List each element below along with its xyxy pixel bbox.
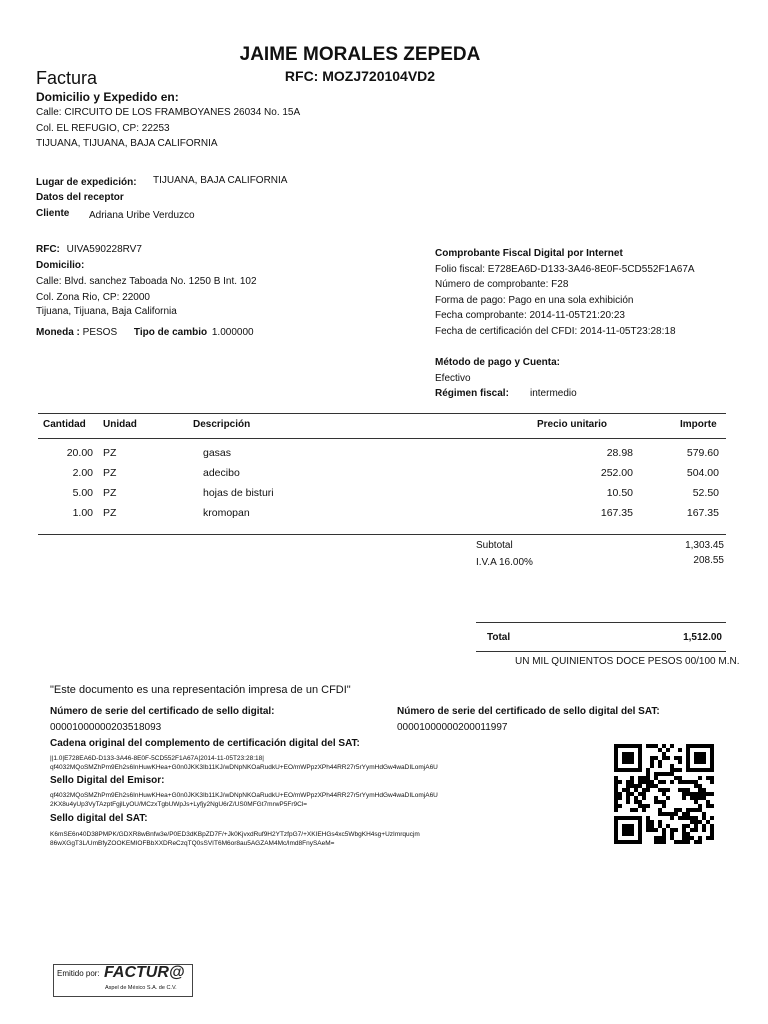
- cell-precio: 252.00: [600, 467, 633, 479]
- cert-sat-value: 00001000000200011997: [397, 722, 508, 733]
- cell-unidad: PZ: [103, 447, 117, 459]
- moneda-label: Moneda :: [36, 327, 80, 338]
- sello-emisor-line1: qf4032MQoSMZhPm9Eh2s6InHuwKHea+G0n0JKK3Ib11KJ/wDNpNKOaRudkU+EO/mWPpzXPh44RR27r5rYymHdGw4waDILomjA6U: [50, 792, 438, 799]
- cell-descripcion: adecibo: [203, 467, 240, 479]
- cert-sat-label: Número de serie del certificado de sello digital del SAT:: [397, 706, 660, 717]
- receptor-rfc-label: RFC:: [36, 244, 60, 255]
- receptor-domicilio-label: Domicilio:: [36, 260, 85, 271]
- cell-unidad: PZ: [103, 467, 117, 479]
- cfdi-heading: Comprobante Fiscal Digital por Internet: [435, 248, 623, 259]
- metodo-pago-heading: Método de pago y Cuenta:: [435, 357, 560, 368]
- cell-cantidad: 20.00: [66, 447, 93, 459]
- cell-importe: 52.50: [692, 487, 719, 499]
- cert-emisor-label: Número de serie del certificado de sello digital:: [50, 706, 275, 717]
- sello-emisor-label: Sello Digital del Emisor:: [50, 775, 165, 786]
- receptor-address-line1: Calle: Blvd. sanchez Taboada No. 1250 B Int. 102: [36, 276, 257, 287]
- iva-label: I.V.A 16.00%: [476, 557, 533, 568]
- col-importe-header: Importe: [680, 419, 717, 430]
- sello-sat-line1: K6mSE6n40D38PMPK/GDXR8wBnfw3e/P0ED3dKBpZD7F/+Jk0KjvxdRuf9H2YTzfpG7/+XKIEHGs4xc5WbgKH4sg+UzImrqucjm: [50, 831, 420, 838]
- regimen-fiscal-label: Régimen fiscal:: [435, 388, 509, 399]
- subtotal-label: Subtotal: [476, 540, 513, 551]
- total-label: Total: [487, 632, 511, 643]
- cell-importe: 579.60: [686, 447, 719, 459]
- receptor-heading: Datos del receptor: [36, 192, 124, 203]
- issuer-rfc-value: MOZJ720104VD2: [322, 68, 436, 84]
- receptor-address-line2: Col. Zona Rio, CP: 22000: [36, 292, 150, 303]
- cell-importe: 504.00: [686, 467, 719, 479]
- cell-cantidad: 2.00: [72, 467, 93, 479]
- total-top-rule: [476, 622, 726, 623]
- cell-precio: 167.35: [600, 507, 633, 519]
- table-row: [38, 463, 726, 483]
- emitido-por-label: Emitido por:: [57, 969, 100, 978]
- cell-unidad: PZ: [103, 507, 117, 519]
- cfdi-numero: Número de comprobante: F28: [435, 279, 569, 290]
- issuer-address-heading: Domicilio y Expedido en:: [36, 90, 179, 104]
- sello-emisor-line2: 2KX8u4yUp3VyTAzptFgjlLyOU/MCzxTgbUWpJs+Lyfjy2NgU6rZ/US0MFGt7mrwP5Fr9Cl=: [50, 801, 308, 808]
- cell-precio: 10.50: [606, 487, 633, 499]
- expedition-value: TIJUANA, BAJA CALIFORNIA: [153, 175, 288, 186]
- cell-cantidad: 1.00: [72, 507, 93, 519]
- cell-importe: 167.35: [686, 507, 719, 519]
- document-type: Factura: [36, 68, 98, 88]
- col-cantidad-header: Cantidad: [43, 419, 86, 430]
- cfdi-fecha-certificacion: Fecha de certificación del CFDI: 2014-11-05T23:28:18: [435, 326, 676, 337]
- table-row: [38, 503, 726, 523]
- col-precio-header: Precio unitario: [537, 419, 608, 430]
- col-descripcion-header: Descripción: [193, 419, 251, 430]
- cell-precio: 28.98: [606, 447, 633, 459]
- currency-row: [36, 327, 254, 338]
- items-top-rule: [38, 413, 726, 414]
- subtotal-value: 1,303.45: [685, 540, 724, 551]
- total-value: 1,512.00: [683, 632, 722, 643]
- cell-unidad: PZ: [103, 487, 117, 499]
- issuer-address-line3: TIJUANA, TIJUANA, BAJA CALIFORNIA: [36, 138, 218, 149]
- issuer-rfc-label: RFC:: [284, 68, 319, 84]
- issuer-name: JAIME MORALES ZEPEDA: [239, 44, 481, 65]
- emitido-por-logo: [53, 964, 193, 997]
- items-header-rule: [38, 438, 726, 439]
- client-label: Cliente: [36, 208, 70, 219]
- tipo-cambio-value: 1.000000: [211, 327, 254, 338]
- receptor-address-line3: Tijuana, Tijuana, Baja California: [36, 306, 177, 317]
- col-unidad-header: Unidad: [103, 419, 137, 430]
- cfdi-disclaimer: "Este documento es una representación impresa de un CFDI": [50, 684, 351, 696]
- cell-descripcion: hojas de bisturi: [203, 487, 274, 499]
- cell-descripcion: gasas: [203, 447, 232, 459]
- issuer-address-line2: Col. EL REFUGIO, CP: 22253: [36, 123, 170, 134]
- qr-code: [614, 744, 714, 844]
- expedition-label: Lugar de expedición:: [36, 177, 137, 188]
- table-row: [38, 443, 726, 463]
- moneda-value: PESOS: [82, 327, 118, 338]
- receptor-rfc: [36, 244, 142, 255]
- cfdi-fecha-comprobante: Fecha comprobante: 2014-11-05T21:20:23: [435, 310, 625, 321]
- cadena-original-label: Cadena original del complemento de certificación digital del SAT:: [50, 738, 360, 749]
- tipo-cambio-label: Tipo de cambio: [133, 327, 208, 338]
- cfdi-forma-pago: Forma de pago: Pago en una sola exhibición: [435, 295, 634, 306]
- table-row: [38, 483, 726, 503]
- cadena-original-line2: qf4032MQoSMZhPm9Eh2s6InHuwKHea+G0n0JKK3Ib11KJ/wDNpNKOaRudkU+EO/mWPpzXPh44RR27r5rYymHdGw4waDILomjA6U: [50, 764, 438, 771]
- items-table: [38, 443, 726, 523]
- iva-value: 208.55: [693, 555, 724, 566]
- cert-emisor-value: 00001000000203518093: [50, 722, 162, 733]
- metodo-pago-value: Efectivo: [435, 373, 471, 384]
- facture-brand: FACTUR@: [104, 964, 185, 981]
- regimen-fiscal-value: intermedio: [530, 388, 577, 399]
- sello-sat-label: Sello digital del SAT:: [50, 813, 148, 824]
- cell-descripcion: kromopan: [203, 507, 250, 519]
- cadena-original-line1: ||1.0|E728EA6D-D133-3A46-8E0F-5CD552F1A67A|2014-11-05T23:28:18|: [50, 755, 264, 762]
- issuer-rfc: [0, 68, 720, 84]
- issuer-address-line1: Calle: CIRCUITO DE LOS FRAMBOYANES 26034 No. 15A: [36, 107, 301, 118]
- cell-cantidad: 5.00: [72, 487, 93, 499]
- receptor-rfc-value: UIVA590228RV7: [66, 244, 142, 255]
- cfdi-folio: Folio fiscal: E728EA6D-D133-3A46-8E0F-5CD552F1A67A: [435, 264, 695, 275]
- sello-sat-line2: 86wXGgT3L/UmBfyZOOKEMIOFBbXXDReCzqTQ0sSVIT6M6or8au5AGZAM4Mc/lmd8FnySAeM=: [50, 840, 335, 847]
- amount-in-words: UN MIL QUINIENTOS DOCE PESOS 00/100 M.N.: [515, 656, 740, 667]
- total-bottom-rule: [476, 651, 726, 652]
- client-value: Adriana Uribe Verduzco: [89, 210, 195, 221]
- facture-brand-subtitle: Aspel de México S.A. de C.V.: [105, 985, 177, 991]
- items-bottom-rule: [38, 534, 726, 535]
